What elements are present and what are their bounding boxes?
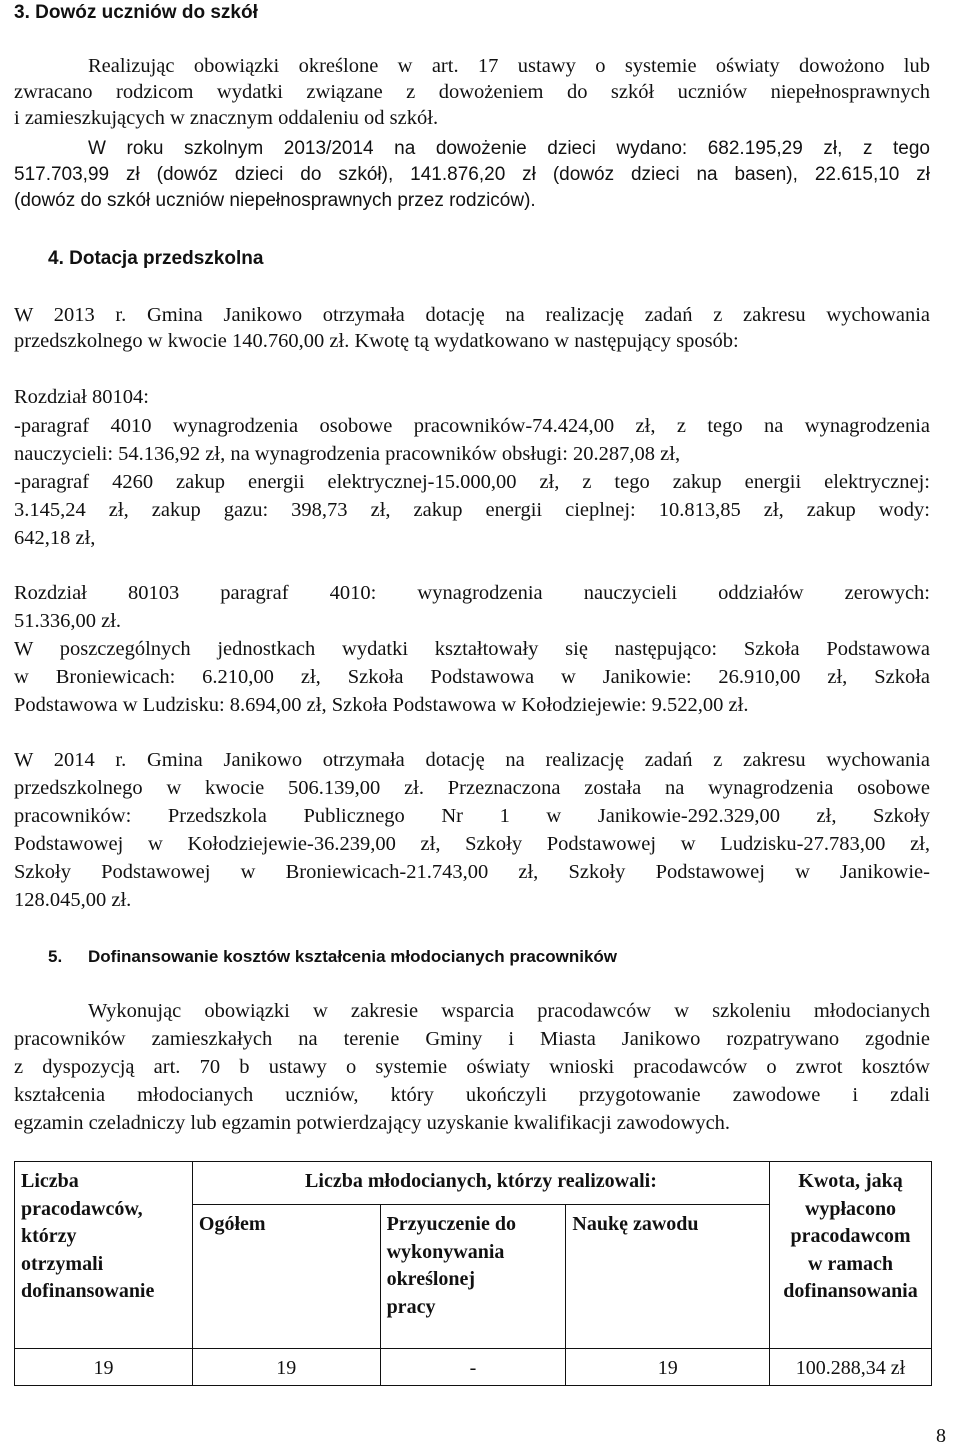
funding-table bbox=[14, 1161, 932, 1386]
cell-profession: 19 bbox=[566, 1349, 770, 1386]
paragraph-line: i zamieszkujących w znacznym oddaleniu od szkół. bbox=[14, 107, 439, 129]
header-training: Przyuczenie do wykonywania określonej pracy bbox=[380, 1205, 566, 1349]
paragraph-line: 517.703,99 zł (dowóz dzieci do szkół), 141.876,20 zł (dowóz dzieci na basen), 22.615,10 zł bbox=[14, 164, 930, 185]
header-group: Liczba młodocianych, którzy realizowali: bbox=[192, 1162, 769, 1205]
section-5-heading: Dofinansowanie kosztów kształcenia młodocianych pracowników bbox=[88, 947, 618, 966]
paragraph-line: pracowników zamieszkałych na terenie Gminy i Miasta Janikowo rozpatrywano zgodnie bbox=[14, 1028, 930, 1050]
paragraph-line: Podstawowej w Kołodziejewie-36.239,00 zł, Szkoły Podstawowej w Ludzisku-27.783,00 zł, bbox=[14, 833, 930, 855]
paragraph-line: z dyspozycją art. 70 b ustawy o systemie oświaty wnioski pracodawców o zwrot kosztów bbox=[14, 1056, 930, 1078]
paragraph-line: -paragraf 4260 zakup energii elektrycznej-15.000,00 zł, z tego zakup energii elektrycznej: bbox=[14, 471, 930, 493]
page-number: 8 bbox=[936, 1425, 946, 1447]
header-profession: Naukę zawodu bbox=[566, 1205, 770, 1349]
paragraph-line: przedszkolnego w kwocie 140.760,00 zł. Kwotę tą wydatkowano w następujący sposób: bbox=[14, 330, 739, 352]
table-header-row bbox=[15, 1162, 932, 1205]
paragraph-line: Rozdział 80103 paragraf 4010: wynagrodzenia nauczycieli oddziałów zerowych: bbox=[14, 582, 930, 604]
paragraph-line: 128.045,00 zł. bbox=[14, 889, 132, 911]
paragraph-line: W poszczególnych jednostkach wydatki kształtowały się następująco: Szkoła Podstawowa bbox=[14, 638, 930, 660]
paragraph-line: w Broniewicach: 6.210,00 zł, Szkoła Podstawowa w Janikowie: 26.910,00 zł, Szkoła bbox=[14, 666, 930, 688]
paragraph-line: kształcenia młodocianych uczniów, który ukończyli przygotowanie zawodowe i zdali bbox=[14, 1084, 930, 1106]
paragraph-line: W roku szkolnym 2013/2014 na dowożenie dzieci wydano: 682.195,29 zł, z tego bbox=[88, 138, 930, 159]
paragraph-line: -paragraf 4010 wynagrodzenia osobowe pracowników-74.424,00 zł, z tego na wynagrodzenia bbox=[14, 415, 930, 437]
paragraph-line: nauczycieli: 54.136,92 zł, na wynagrodzenia pracowników obsługi: 20.287,08 zł, bbox=[14, 443, 681, 465]
table-row bbox=[15, 1349, 932, 1386]
paragraph-line: Wykonując obowiązki w zakresie wsparcia pracodawców w szkoleniu młodocianych bbox=[88, 1000, 930, 1022]
header-total: Ogółem bbox=[192, 1205, 380, 1349]
paragraph-line: W 2013 r. Gmina Janikowo otrzymała dotację na realizację zadań z zakresu wychowania bbox=[14, 304, 930, 326]
paragraph-line: (dowóz do szkół uczniów niepełnosprawnych przez rodziców). bbox=[14, 190, 536, 211]
section-4-heading: 4. Dotacja przedszkolna bbox=[48, 248, 264, 269]
section-3-heading: 3. Dowóz uczniów do szkół bbox=[14, 2, 258, 23]
paragraph-line: pracowników: Przedszkola Publicznego Nr 1 w Janikowie-292.329,00 zł, Szkoły bbox=[14, 805, 930, 827]
cell-amount: 100.288,34 zł bbox=[770, 1349, 932, 1386]
paragraph-line: Szkoły Podstawowej w Broniewicach-21.743,00 zł, Szkoły Podstawowej w Janikowie- bbox=[14, 861, 930, 883]
cell-training: - bbox=[380, 1349, 566, 1386]
paragraph-line: Podstawowa w Ludzisku: 8.694,00 zł, Szkoła Podstawowa w Kołodziejewie: 9.522,00 zł. bbox=[14, 694, 749, 716]
paragraph-line: 3.145,24 zł, zakup gazu: 398,73 zł, zakup energii cieplnej: 10.813,85 zł, zakup wody: bbox=[14, 499, 930, 521]
paragraph-line: przedszkolnego w kwocie 506.139,00 zł. Przeznaczona została na wynagrodzenia osobowe bbox=[14, 777, 930, 799]
paragraph-line: zwracano rodzicom wydatki związane z dowożeniem do szkół uczniów niepełnosprawnych bbox=[14, 81, 930, 103]
paragraph-line: 642,18 zł, bbox=[14, 527, 96, 549]
paragraph-line: W 2014 r. Gmina Janikowo otrzymała dotację na realizację zadań z zakresu wychowania bbox=[14, 749, 930, 771]
paragraph-line: Realizując obowiązki określone w art. 17 ustawy o systemie oświaty dowożono lub bbox=[88, 55, 930, 77]
cell-employers: 19 bbox=[15, 1349, 193, 1386]
paragraph-line: egzamin czeladniczy lub egzamin potwierdzający uzyskanie kwalifikacji zawodowych. bbox=[14, 1112, 731, 1134]
header-employers: Liczba pracodawców, którzy otrzymali dofinansowanie bbox=[15, 1162, 193, 1349]
header-amount: Kwota, jaką wypłacono pracodawcom w ramach dofinansowania bbox=[770, 1162, 932, 1349]
paragraph-line: 51.336,00 zł. bbox=[14, 610, 122, 632]
paragraph-line: Rozdział 80104: bbox=[14, 386, 149, 408]
cell-total: 19 bbox=[192, 1349, 380, 1386]
section-5-number: 5. bbox=[48, 947, 63, 966]
